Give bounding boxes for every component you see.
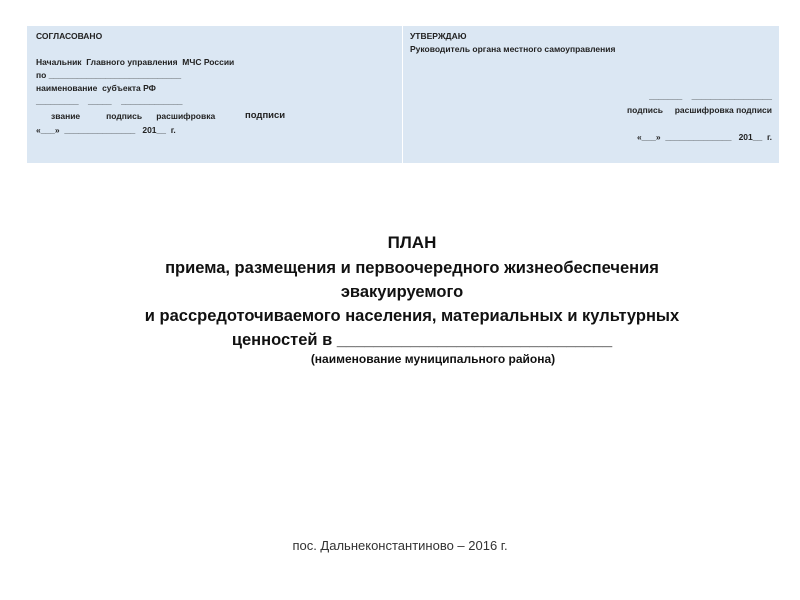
agreed-sign-lines: _________ _____ _____________: [36, 96, 183, 106]
plan-line-3: и рассредоточиваемого населения, материальных и культурных: [144, 307, 680, 325]
agreed-po-line: по ____________________________: [36, 70, 182, 80]
approval-header-table: [27, 26, 779, 163]
plan-line-1: приема, размещения и первоочередного жизнеобеспечения: [165, 259, 659, 277]
agreed-sign-captions-extra: подписи: [245, 110, 286, 121]
agreed-date-line: «___» _______________ 201__ г.: [36, 125, 176, 135]
agreed-sign-captions: звание подпись расшифровка: [51, 111, 216, 121]
agreed-heading: СОГЛАСОВАНО: [36, 31, 103, 41]
approved-sign-captions: подпись расшифровка подписи: [627, 105, 772, 115]
plan-line-2: эвакуируемого: [340, 283, 464, 301]
approved-position: Руководитель органа местного самоуправления: [410, 44, 616, 54]
approval-block-agreed: [27, 26, 403, 163]
agreed-position: Начальник Главного управления МЧС России: [36, 57, 235, 67]
agreed-subject-caption: наименование субъекта РФ: [36, 83, 156, 93]
plan-line-4: ценностей в ______________________________: [231, 331, 613, 349]
approved-sign-lines: _______ _________________: [649, 91, 772, 101]
approval-block-approved: [403, 26, 779, 163]
footer-place-year: пос. Дальнеконстантиново – 2016 г.: [292, 538, 508, 553]
approved-heading: УТВЕРЖДАЮ: [410, 31, 467, 41]
district-caption: (наименование муниципального района): [310, 352, 556, 366]
plan-title: ПЛАН: [387, 233, 437, 252]
approved-date-line: «___» ______________ 201__ г.: [636, 132, 772, 142]
